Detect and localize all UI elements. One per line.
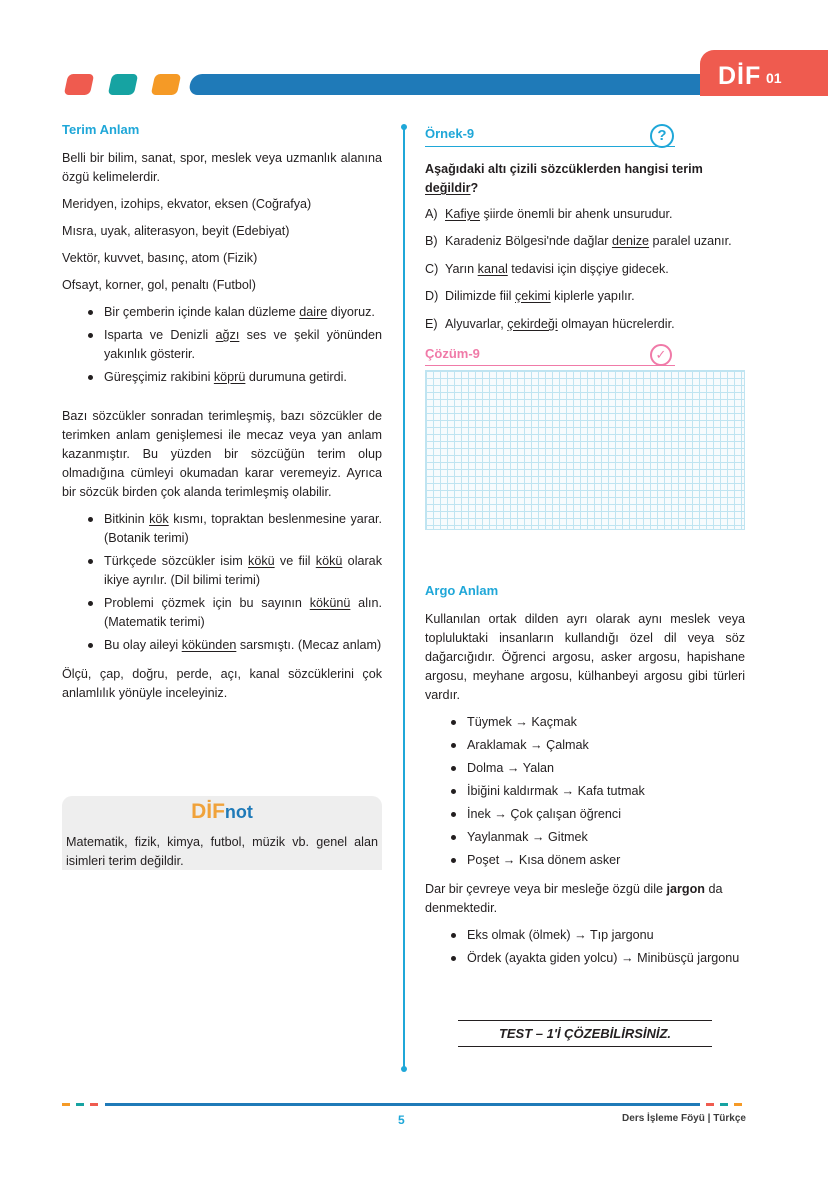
jargon-text: Dar bir çevreye veya bir mesleğe özgü dile jargon da denmektedir. — [425, 882, 723, 915]
terim-bullet-list — [62, 303, 382, 387]
header-bar — [188, 74, 752, 95]
divider-dot-bottom — [401, 1066, 407, 1072]
terim-paragraph: Bazı sözcükler sonradan terimleşmiş, bazı sözcükler de terimken anlam genişlemesi ile mecaz veya yan anlam kazanmıştır. Bu yüzden bir sözcüğün terim olup olmadığına cümleyi okumadan karar veremeyiz. Ayrıca bir sözcük birden çok alanda terimleşmiş olabilir. — [62, 409, 382, 499]
left-column — [62, 120, 382, 711]
test-link[interactable]: TEST – 1'İ ÇÖZEBİLİRSİNİZ. — [498, 1026, 672, 1041]
footer-bar — [105, 1103, 700, 1106]
argo-section — [425, 581, 745, 978]
question-icon: ? — [650, 124, 674, 148]
list-item: Poşet → Kısa dönem asker — [425, 851, 745, 870]
question-text: Aşağıdaki altı çizili sözcüklerden hangisi terim değildir? — [425, 162, 703, 195]
example-line: Meridyen, izohips, ekvator, eksen (Coğrafya) — [62, 197, 312, 211]
option-a[interactable]: A) Kafiye şiirde önemli bir ahenk unsurudur. — [425, 207, 673, 221]
argo-definition: Kullanılan ortak dilden ayrı olarak aynı meslek veya topluluktaki insanların kullandığı özel dil veya söz dağarcığıdır. Öğrenci argosu, asker argosu, hapishane argosu, meyhane argosu, külhanbeyi argosu gibi türleri vardır. — [425, 612, 745, 702]
list-item: Bitkinin kök kısmı, topraktan beslenmesine yarar. (Botanik terimi) — [62, 510, 382, 548]
argo-list — [425, 713, 745, 870]
list-item: Araklamak → Çalmak — [425, 736, 745, 755]
list-item: Tüymek → Kaçmak — [425, 713, 745, 732]
column-divider — [403, 126, 405, 1070]
list-item: Ördek (ayakta giden yolcu) → Minibüsçü jargonu — [425, 949, 745, 968]
option-d[interactable]: D) Dilimizde fiil çekimi kiplerle yapılır. — [425, 289, 635, 303]
solution-title: Çözüm-9 — [425, 346, 480, 361]
footer-dash-orange — [734, 1103, 742, 1106]
unit-number: 01 — [766, 70, 782, 86]
check-icon: ✓ — [650, 344, 672, 366]
solution-title-underline — [425, 365, 675, 366]
list-item: Eks olmak (ölmek) → Tıp jargonu — [425, 926, 745, 945]
list-item: Problemi çözmek için bu sayının kökünü alın. (Matematik terimi) — [62, 594, 382, 632]
argo-heading: Argo Anlam — [425, 583, 499, 598]
kok-bullet-list — [62, 510, 382, 655]
terim-definition: Belli bir bilim, sanat, spor, meslek veya uzmanlık alanına özgü kelimelerdir. — [62, 151, 382, 184]
option-e[interactable]: E) Alyuvarlar, çekirdeği olmayan hücrelerdir. — [425, 317, 675, 331]
footer-dash-red — [706, 1103, 714, 1106]
list-item: Dolma → Yalan — [425, 759, 745, 778]
list-item: İnek → Çok çalışan öğrenci — [425, 805, 745, 824]
example-title: Örnek-9 — [425, 126, 475, 141]
jargon-list — [425, 926, 745, 968]
example-line: Mısra, uyak, aliterasyon, beyit (Edebiyat) — [62, 224, 290, 238]
page-number: 5 — [398, 1113, 405, 1127]
difnot-logo: DİFnot — [191, 800, 253, 823]
divider-dot-top — [401, 124, 407, 130]
footer-title: Ders İşleme Föyü | Türkçe — [622, 1113, 746, 1124]
header-square-teal — [108, 74, 138, 95]
option-b[interactable]: B) Karadeniz Bölgesi'nde dağlar denize paralel uzanır. — [425, 234, 732, 248]
solution-grid[interactable] — [425, 370, 745, 530]
dif-logo-tab — [700, 50, 828, 96]
header-square-orange — [151, 74, 181, 95]
example-line: Vektör, kuvvet, basınç, atom (Fizik) — [62, 251, 258, 265]
list-item: Türkçede sözcükler isim kökü ve fiil kökü olarak ikiye ayrılır. (Dil bilimi terimi) — [62, 552, 382, 590]
footer-dash-red — [90, 1103, 98, 1106]
footer-dash-orange — [62, 1103, 70, 1106]
task-text: Ölçü, çap, doğru, perde, açı, kanal sözcüklerini çok anlamlılık yönüyle inceleyiniz. — [62, 667, 382, 700]
list-item: Bu olay aileyi kökünden sarsmıştı. (Mecaz anlam) — [62, 636, 382, 655]
list-item: Yaylanmak → Gitmek — [425, 828, 745, 847]
example-title-underline — [425, 146, 675, 147]
list-item: Isparta ve Denizli ağzı ses ve şekil yönünden yakınlık gösterir. — [62, 326, 382, 364]
list-item: Güreşçimiz rakibini köprü durumuna getirdi. — [62, 368, 382, 387]
difnot-box — [62, 796, 382, 870]
test-line-top — [458, 1020, 712, 1021]
list-item: Bir çemberin içinde kalan düzleme daire diyoruz. — [62, 303, 382, 322]
footer-dash-teal — [720, 1103, 728, 1106]
brand-logo: DİF — [718, 62, 762, 90]
example-line: Ofsayt, korner, gol, penaltı (Futbol) — [62, 278, 256, 292]
terim-heading: Terim Anlam — [62, 122, 140, 137]
option-c[interactable]: C) Yarın kanal tedavisi için dişçiye gidecek. — [425, 262, 669, 276]
header-square-red — [64, 74, 94, 95]
list-item: İbiğini kaldırmak → Kafa tutmak — [425, 782, 745, 801]
difnot-text: Matematik, fizik, kimya, futbol, müzik vb. genel alan isimleri terim değildir. — [66, 835, 378, 868]
footer-dash-teal — [76, 1103, 84, 1106]
test-line-bottom — [458, 1046, 712, 1047]
